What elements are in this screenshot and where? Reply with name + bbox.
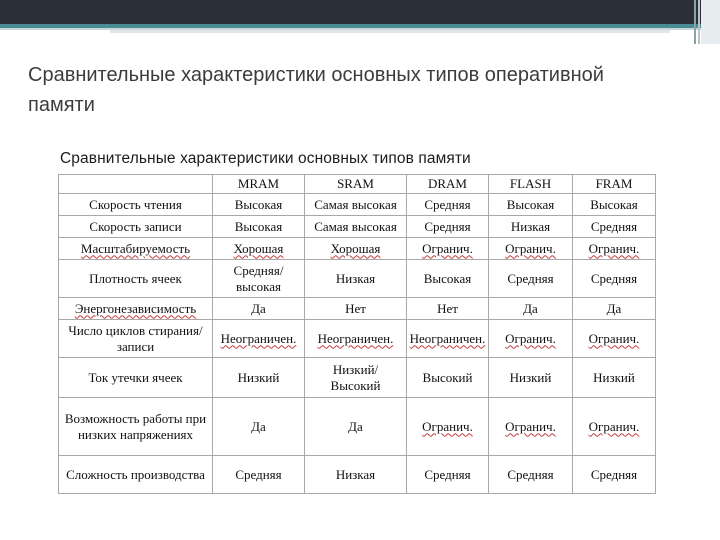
- table-cell: Высокий: [407, 358, 489, 398]
- table-cell: Средняя: [407, 216, 489, 238]
- table-cell: Низкий: [573, 358, 656, 398]
- top-light-bar-2: [110, 30, 670, 33]
- table-cell: Низкая: [305, 260, 407, 298]
- header-cell-sram: SRAM: [305, 175, 407, 194]
- corner-stripe: [701, 0, 720, 44]
- header-cell-fram: FRAM: [573, 175, 656, 194]
- table-row: [59, 194, 656, 216]
- table-cell: Низкий/ Высокий: [305, 358, 407, 398]
- table-cell: Да: [489, 298, 573, 320]
- slide-title: Сравнительные характеристики основных типов оперативной памяти: [28, 64, 604, 116]
- table-cell: Да: [573, 298, 656, 320]
- table-cell: Нет: [305, 298, 407, 320]
- table-cell: Высокая: [407, 260, 489, 298]
- table-cell: Высокая: [213, 194, 305, 216]
- corner-stripe: [694, 0, 696, 44]
- corner-stripe: [698, 0, 700, 44]
- table-cell: Огранич.: [489, 320, 573, 358]
- row-label: Скорость чтения: [59, 194, 213, 216]
- table-cell: Средняя: [573, 456, 656, 494]
- table-row: [59, 358, 656, 398]
- row-label: Возможность работы при низких напряжениях: [59, 398, 213, 456]
- row-label: Плотность ячеек: [59, 260, 213, 298]
- table-cell: Огранич.: [489, 398, 573, 456]
- table-cell: Средняя: [213, 456, 305, 494]
- table-cell: Да: [305, 398, 407, 456]
- table-cell: Да: [213, 298, 305, 320]
- table-row: [59, 260, 656, 298]
- header-cell-dram: DRAM: [407, 175, 489, 194]
- table-cell: Огранич.: [573, 238, 656, 260]
- table-cell: Хорошая: [213, 238, 305, 260]
- top-bar: [0, 0, 720, 24]
- table-cell: Средняя: [573, 260, 656, 298]
- table-cell: Неограничен.: [305, 320, 407, 358]
- row-label: Сложность производства: [59, 456, 213, 494]
- row-label: Число циклов стирания/записи: [59, 320, 213, 358]
- table-cell: Средняя: [489, 456, 573, 494]
- table-cell: Хорошая: [305, 238, 407, 260]
- table-cell: Огранич.: [407, 398, 489, 456]
- table-cell: Низкая: [305, 456, 407, 494]
- table-cell: Нет: [407, 298, 489, 320]
- header-cell-flash: FLASH: [489, 175, 573, 194]
- table-cell: Неограничен.: [407, 320, 489, 358]
- table-header-row: [59, 175, 656, 194]
- row-label: Энергонезависимость: [59, 298, 213, 320]
- table-cell: Средняя: [573, 216, 656, 238]
- table-row: [59, 216, 656, 238]
- table-cell: Низкая: [489, 216, 573, 238]
- table-cell: Средняя/ высокая: [213, 260, 305, 298]
- header-cell-empty: [59, 175, 213, 194]
- table-row: [59, 320, 656, 358]
- table-cell: Самая высокая: [305, 194, 407, 216]
- table-row: [59, 398, 656, 456]
- row-label: Скорость записи: [59, 216, 213, 238]
- table-cell: Высокая: [489, 194, 573, 216]
- table-cell: Самая высокая: [305, 216, 407, 238]
- table-cell: Огранич.: [573, 320, 656, 358]
- table-cell: Высокая: [213, 216, 305, 238]
- table-cell: Средняя: [489, 260, 573, 298]
- row-label: Масштабируемость: [59, 238, 213, 260]
- table-cell: Огранич.: [407, 238, 489, 260]
- table-cell: Неограничен.: [213, 320, 305, 358]
- table-heading: Сравнительные характеристики основных типов памяти: [60, 150, 471, 167]
- table-cell: Средняя: [407, 194, 489, 216]
- table-row: [59, 238, 656, 260]
- table-row: [59, 456, 656, 494]
- table-cell: Средняя: [407, 456, 489, 494]
- table-cell: Высокая: [573, 194, 656, 216]
- table-row: [59, 298, 656, 320]
- comparison-table: [58, 174, 656, 494]
- header-cell-mram: MRAM: [213, 175, 305, 194]
- table-cell: Огранич.: [489, 238, 573, 260]
- table-cell: Низкий: [489, 358, 573, 398]
- table-cell: Да: [213, 398, 305, 456]
- table-cell: Низкий: [213, 358, 305, 398]
- row-label: Ток утечки ячеек: [59, 358, 213, 398]
- table-cell: Огранич.: [573, 398, 656, 456]
